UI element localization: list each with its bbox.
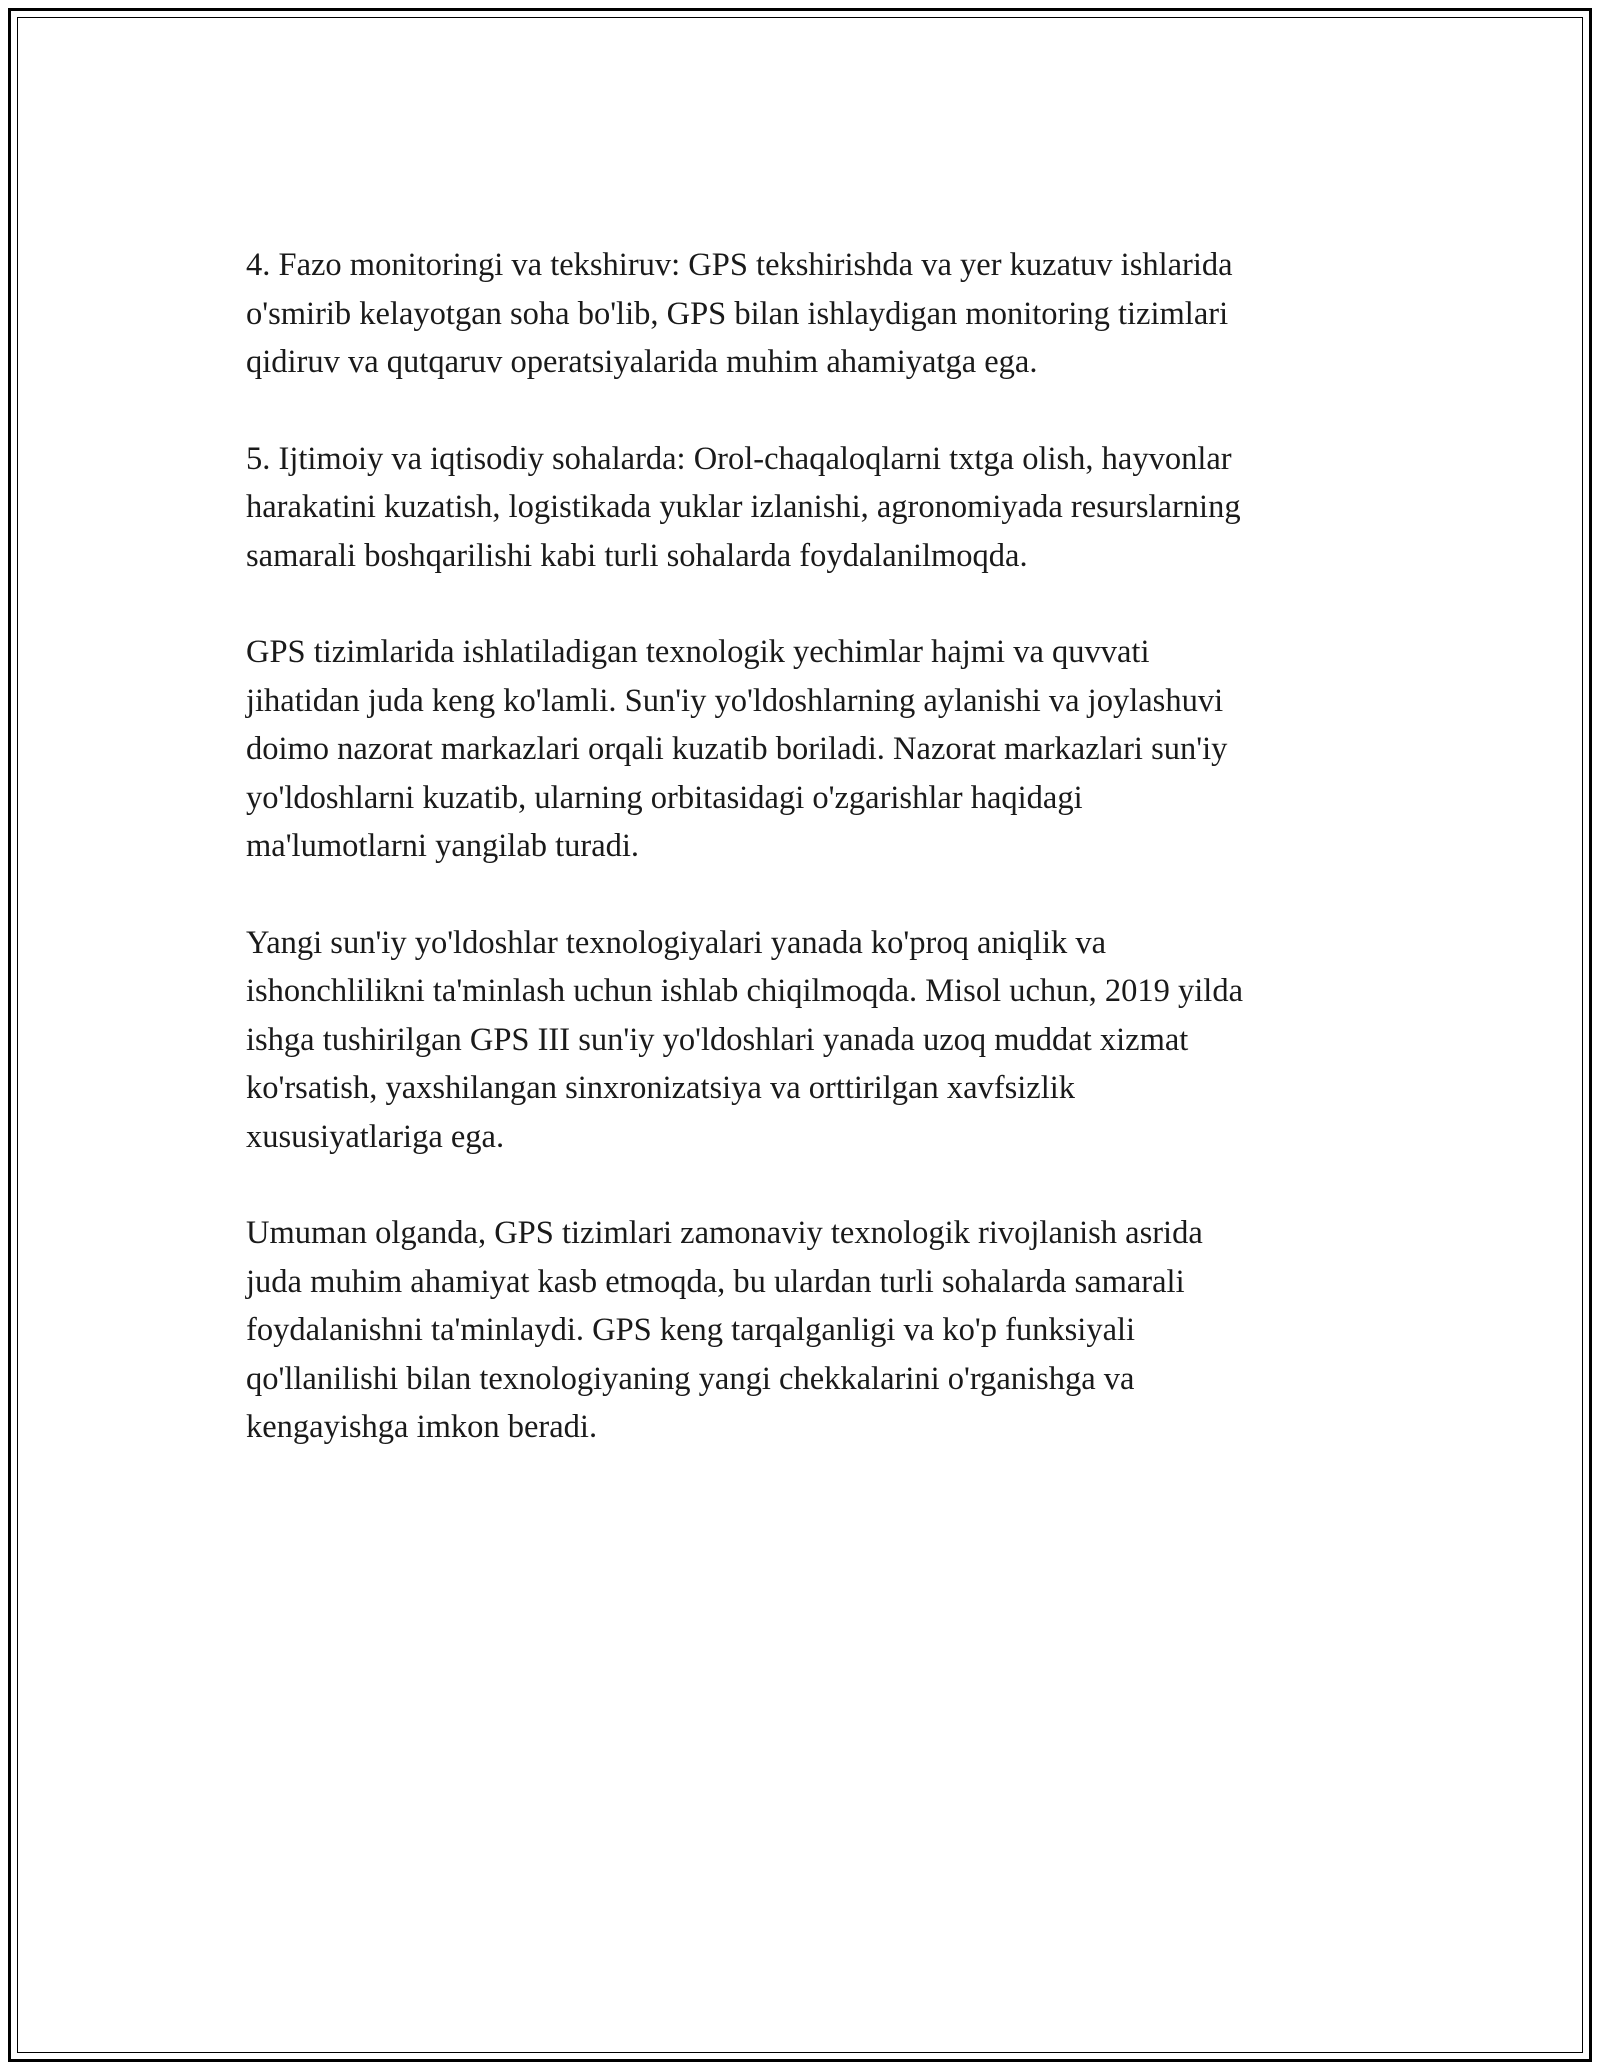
paragraph-social-economic: 5. Ijtimoiy va iqtisodiy sohalarda: Orol-chaqaloqlarni txtga olish, hayvonlar harakatini kuzatish, logistikada yuklar izlanishi, agronomiyada resurslarning samarali boshqarilishi kabi turli sohalarda foydalanilmoqda. xyxy=(246,440,1241,574)
document-body xyxy=(246,241,1386,1500)
paragraph-technology-scope: GPS tizimlarida ishlatiladigan texnologik yechimlar hajmi va quvvati jihatidan juda keng ko'lamli. Sun'iy yo'ldoshlarning aylanishi va joylashuvi doimo nazorat markazlari orqali kuzatib boriladi. Nazorat markazlari sun'iy yo'ldoshlarni kuzatib, ularning orbitasidagi o'zgarishlar haqidagi ma'lumotlarni yangilab turadi. xyxy=(246,634,1228,864)
paragraph-new-satellites: Yangi sun'iy yo'ldoshlar texnologiyalari yanada ko'proq aniqlik va ishonchlilikni ta'minlash uchun ishlab chiqilmoqda. Misol uchun, 2019 yilda ishga tushirilgan GPS III sun'iy yo'ldoshlari yanada uzoq muddat xizmat ko'rsatish, yaxshilangan sinxronizatsiya va orttirilgan xavfsizlik xususiyatlariga ega. xyxy=(246,924,1244,1155)
paragraph-conclusion: Umuman olganda, GPS tizimlari zamonaviy texnologik rivojlanish asrida juda muhim ahamiyat kasb etmoqda, bu ulardan turli sohalarda samarali foydalanishni ta'minlaydi. GPS keng tarqalganligi va ko'p funksiyali qo'llanilishi bilan texnologiyaning yangi chekkalarini o'rganishga va kengayishga imkon beradi. xyxy=(246,1215,1203,1445)
page-border xyxy=(8,8,1592,2062)
paragraph-space-monitoring: 4. Fazo monitoringi va tekshiruv: GPS tekshirishda va yer kuzatuv ishlarida o'smirib kelayotgan soha bo'lib, GPS bilan ishlaydigan monitoring tizimlari qidiruv va qutqaruv operatsiyalarida muhim ahamiyatga ega. xyxy=(246,247,1233,380)
